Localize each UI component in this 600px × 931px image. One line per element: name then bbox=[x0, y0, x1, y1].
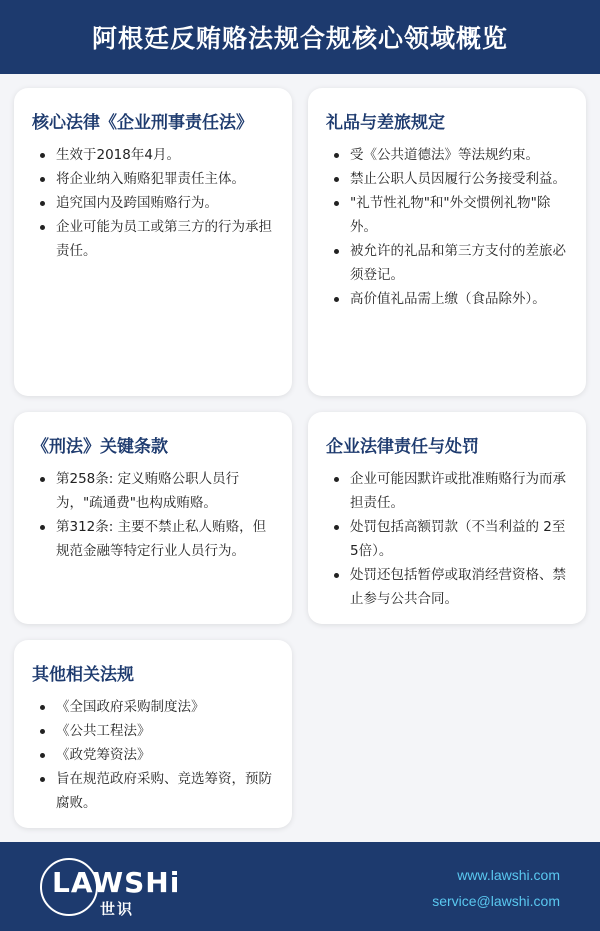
card-corporate-criminal-liability-law bbox=[14, 88, 292, 396]
list-item: 企业可能为员工或第三方的行为承担责任。 bbox=[32, 215, 276, 263]
page-title: 阿根廷反贿赂法规合规核心领域概览 bbox=[91, 24, 508, 53]
lawshi-logo bbox=[40, 858, 181, 918]
card-title: 礼品与差旅规定 bbox=[326, 113, 445, 133]
page-header bbox=[0, 0, 600, 74]
card-list bbox=[326, 143, 570, 311]
logo-subtext: 世识 bbox=[100, 900, 135, 918]
list-item: 被允许的礼品和第三方支付的差旅必须登记。 bbox=[326, 239, 570, 287]
list-item: 高价值礼品需上缴（食品除外）。 bbox=[326, 287, 570, 311]
list-item: 处罚包括高额罚款（不当利益的 2至5倍）。 bbox=[326, 515, 570, 563]
list-item: 处罚还包括暂停或取消经营资格、禁止参与公共合同。 bbox=[326, 563, 570, 611]
card-other-regulations bbox=[14, 640, 292, 828]
list-item: 追究国内及跨国贿赂行为。 bbox=[32, 191, 276, 215]
list-item: 《政党筹资法》 bbox=[32, 743, 276, 767]
card-list bbox=[32, 695, 276, 815]
card-title: 其他相关法规 bbox=[32, 665, 134, 685]
list-item: 生效于2018年4月。 bbox=[32, 143, 276, 167]
card-gifts-and-travel bbox=[308, 88, 586, 396]
card-title: 核心法律《企业刑事责任法》 bbox=[32, 113, 253, 133]
list-item: 受《公共道德法》等法规约束。 bbox=[326, 143, 570, 167]
card-title: 企业法律责任与处罚 bbox=[326, 437, 479, 457]
list-item: 将企业纳入贿赂犯罪责任主体。 bbox=[32, 167, 276, 191]
list-item: 《公共工程法》 bbox=[32, 719, 276, 743]
email-link[interactable]: service@lawshi.com bbox=[432, 893, 560, 909]
card-list bbox=[32, 467, 276, 563]
website-link[interactable]: www.lawshi.com bbox=[457, 867, 560, 883]
card-list bbox=[32, 143, 276, 263]
page-footer bbox=[0, 842, 600, 931]
logo-text: LAWSHi bbox=[52, 866, 181, 899]
card-criminal-code-provisions bbox=[14, 412, 292, 624]
list-item: 第312条: 主要不禁止私人贿赂，但规范金融等特定行业人员行为。 bbox=[32, 515, 276, 563]
list-item: 《全国政府采购制度法》 bbox=[32, 695, 276, 719]
card-corporate-liability-penalties bbox=[308, 412, 586, 624]
list-item: "礼节性礼物"和"外交惯例礼物"除外。 bbox=[326, 191, 570, 239]
list-item: 企业可能因默许或批准贿赂行为而承担责任。 bbox=[326, 467, 570, 515]
card-list bbox=[326, 467, 570, 611]
contact-info bbox=[432, 862, 560, 914]
card-title: 《刑法》关键条款 bbox=[32, 437, 168, 457]
list-item: 旨在规范政府采购、竞选筹资，预防腐败。 bbox=[32, 767, 276, 815]
list-item: 禁止公职人员因履行公务接受利益。 bbox=[326, 167, 570, 191]
list-item: 第258条: 定义贿赂公职人员行为，"疏通费"也构成贿赂。 bbox=[32, 467, 276, 515]
